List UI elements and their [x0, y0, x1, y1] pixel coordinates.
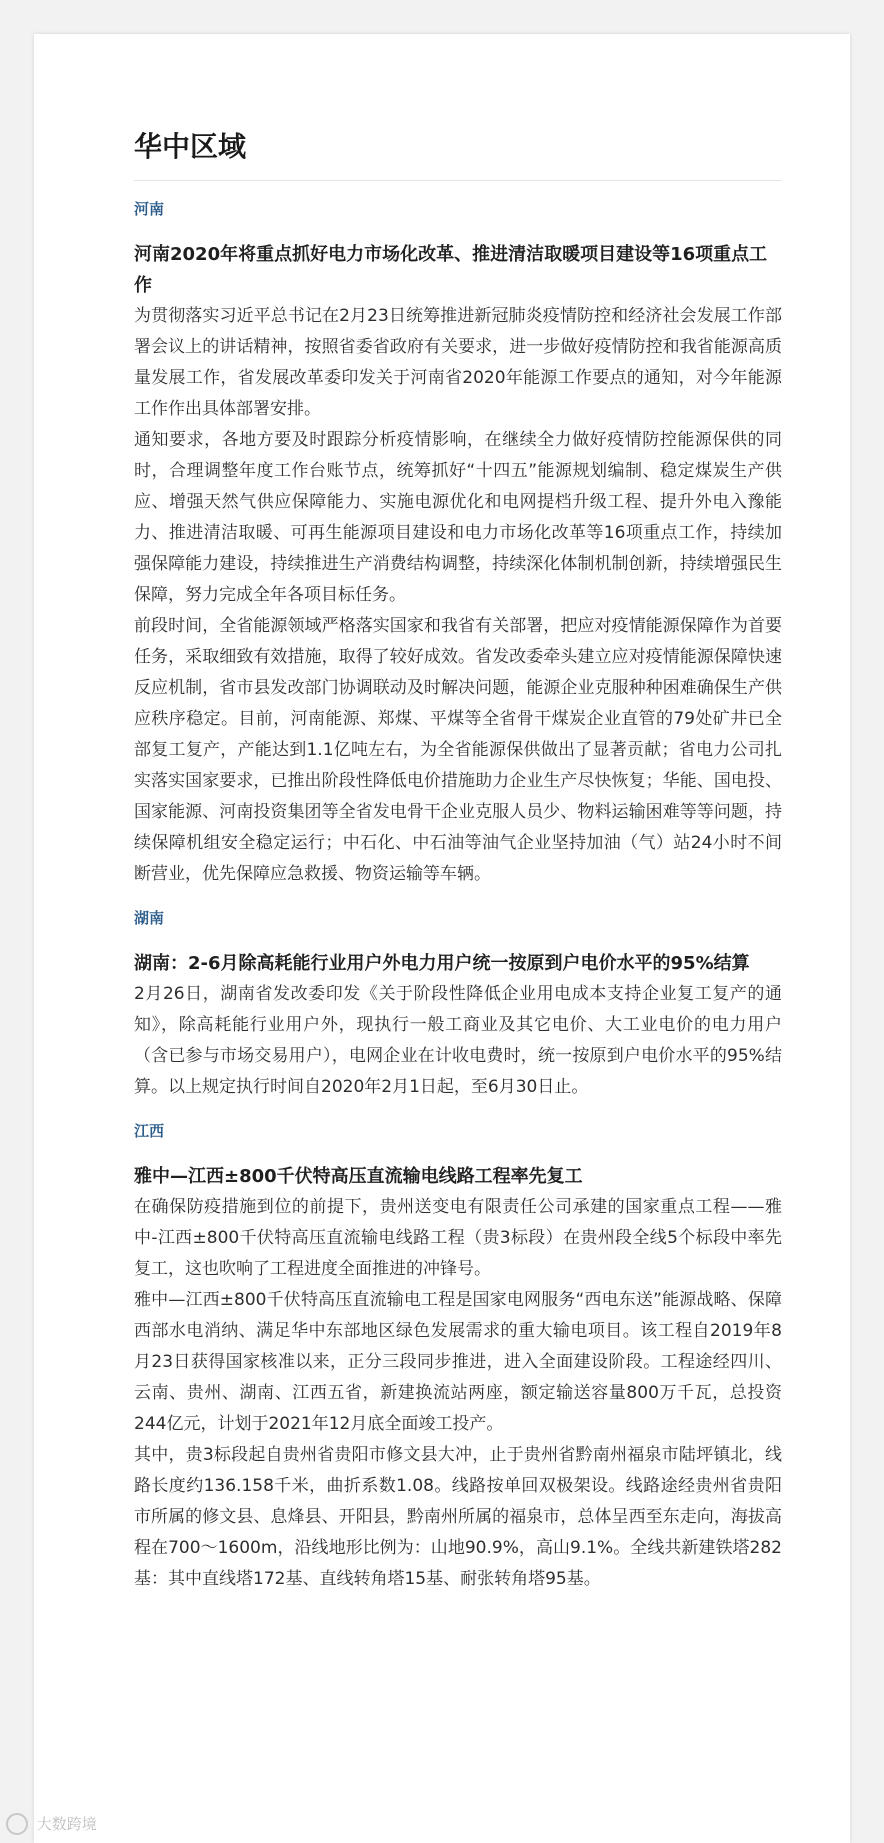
- watermark-text: 大数跨境: [36, 1814, 97, 1833]
- page-title: 华中区域: [134, 126, 782, 181]
- paragraph: 2月26日，湖南省发改委印发《关于阶段性降低企业用电成本支持企业复工复产的通知》，除高耗能行业用户外，现执行一般工商业及其它电价、大工业电价的电力用户（含已参与市场交易用户），电网企业在计收电费时，统一按原到户电价水平的95%结算。以上规定执行时间自2020年2月1日起，至6月30日止。: [134, 984, 782, 1097]
- watermark-logo-icon: [6, 1813, 28, 1835]
- paragraph: 为贯彻落实习近平总书记在2月23日统筹推进新冠肺炎疫情防控和经济社会发展工作部署会议上的讲话精神，按照省委省政府有关要求，进一步做好疫情防控和我省能源高质量发展工作，省发展改革委印发关于河南省2020年能源工作要点的通知，对今年能源工作作出具体部署安排。: [134, 306, 782, 419]
- article-title: 湖南：2-6月除高耗能行业用户外电力用户统一按原到户电价水平的95%结算: [134, 953, 750, 974]
- region-label: 江西: [134, 1122, 165, 1140]
- watermark: [6, 1813, 97, 1836]
- article-content: [134, 126, 782, 1595]
- article-card: [34, 34, 850, 1843]
- section-jiangxi: [134, 1119, 782, 1595]
- paragraph: 前段时间，全省能源领域严格落实国家和我省有关部署，把应对疫情能源保障作为首要任务，采取细致有效措施，取得了较好成效。省发改委牵头建立应对疫情能源保障快速反应机制，省市县发改部门协调联动及时解决问题，能源企业克服种种困难确保生产供应秩序稳定。目前，河南能源、郑煤、平煤等全省骨干煤炭企业直管的79处矿井已全部复工复产，产能达到1.1亿吨左右，为全省能源保供做出了显著贡献；省电力公司扎实落实国家要求，已推出阶段性降低电价措施助力企业生产尽快恢复；华能、国电投、国家能源、河南投资集团等全省发电骨干企业克服人员少、物料运输困难等等问题，持续保障机组安全稳定运行；中石化、中石油等油气企业坚持加油（气）站24小时不间断营业，优先保障应急救援、物资运输等车辆。: [134, 616, 782, 884]
- article-title: 雅中—江西±800千伏特高压直流输电线路工程率先复工: [134, 1166, 583, 1187]
- region-label: 河南: [134, 200, 165, 218]
- region-label: 湖南: [134, 909, 165, 927]
- paragraph: 在确保防疫措施到位的前提下，贵州送变电有限责任公司承建的国家重点工程——雅中-江西±800千伏特高压直流输电线路工程（贵3标段）在贵州段全线5个标段中率先复工，这也吹响了工程进度全面推进的冲锋号。: [134, 1197, 782, 1279]
- paragraph: 通知要求，各地方要及时跟踪分析疫情影响，在继续全力做好疫情防控能源保供的同时，合理调整年度工作台账节点，统筹抓好“十四五”能源规划编制、稳定煤炭生产供应、增强天然气供应保障能力、实施电源优化和电网提档升级工程、提升外电入豫能力、推进清洁取暖、可再生能源项目建设和电力市场化改革等16项重点工作，持续加强保障能力建设，持续推进生产消费结构调整，持续深化体制机制创新，持续增强民生保障，努力完成全年各项目标任务。: [134, 430, 782, 605]
- paragraph: 其中，贵3标段起自贵州省贵阳市修文县大冲，止于贵州省黔南州福泉市陆坪镇北，线路长度约136.158千米，曲折系数1.08。线路按单回双极架设。线路途经贵州省贵阳市所属的修文县、息烽县、开阳县，黔南州所属的福泉市，总体呈西至东走向，海拔高程在700～1600m，沿线地形比例为：山地90.9%，高山9.1%。全线共新建铁塔282基：其中直线塔172基、直线转角塔15基、耐张转角塔95基。: [134, 1445, 782, 1589]
- section-hunan: [134, 906, 782, 1103]
- paragraph: 雅中—江西±800千伏特高压直流输电工程是国家电网服务“西电东送”能源战略、保障西部水电消纳、满足华中东部地区绿色发展需求的重大输电项目。该工程自2019年8月23日获得国家核准以来，正分三段同步推进，进入全面建设阶段。工程途经四川、云南、贵州、湖南、江西五省，新建换流站两座，额定输送容量800万千瓦，总投资244亿元，计划于2021年12月底全面竣工投产。: [134, 1290, 782, 1434]
- section-henan: [134, 197, 782, 890]
- article-title: 河南2020年将重点抓好电力市场化改革、推进清洁取暖项目建设等16项重点工作: [134, 244, 768, 296]
